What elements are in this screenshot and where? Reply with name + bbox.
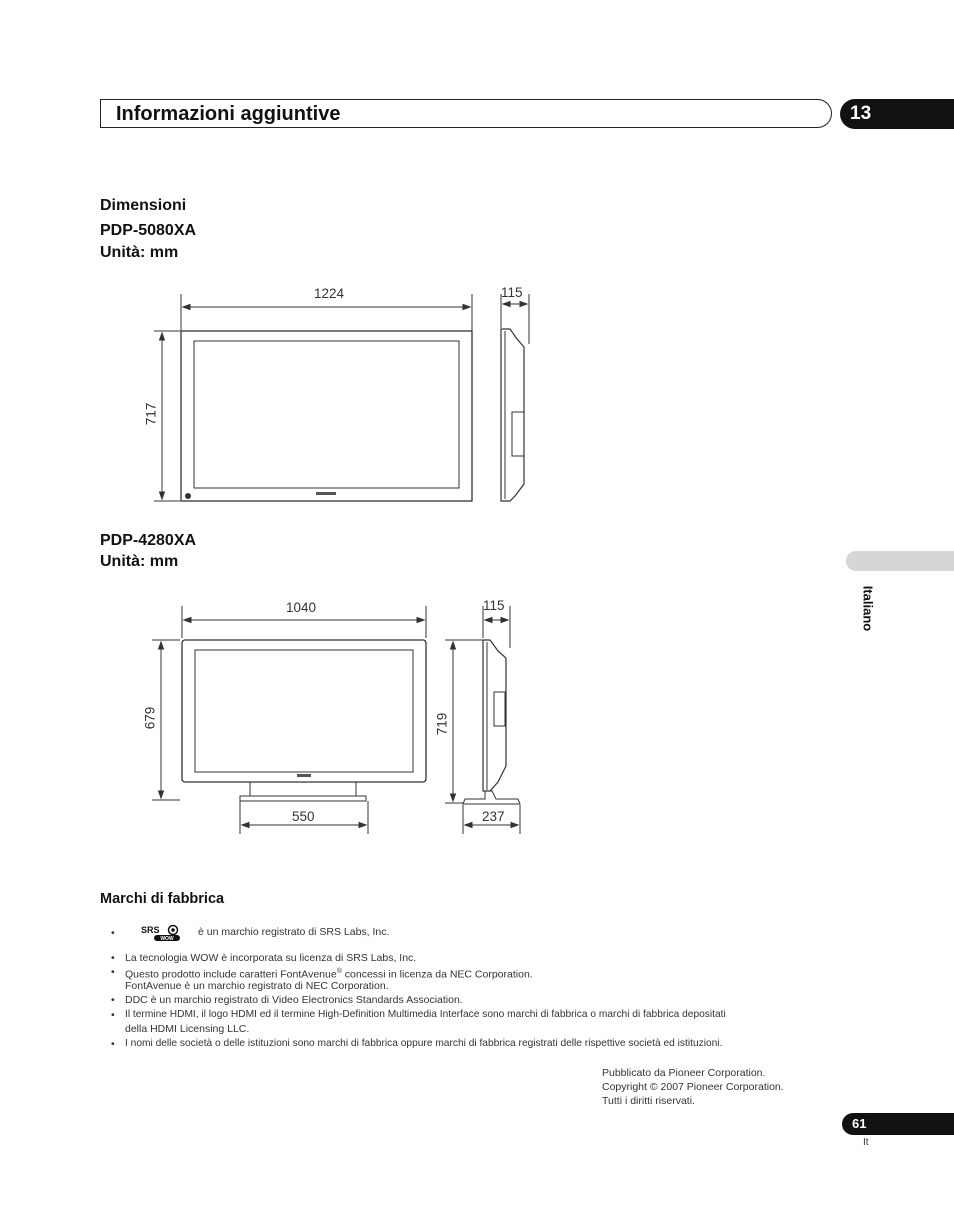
- height-with-stand-label: 719: [434, 712, 450, 736]
- stand-width-label: 550: [292, 809, 315, 824]
- publisher-line: Pubblicato da Pioneer Corporation.: [602, 1067, 766, 1079]
- width-label-1: 1224: [314, 286, 345, 301]
- tv-front-outline: [182, 640, 426, 782]
- fontavenue-text-cont: concessi in licenza da NEC Corporation.: [344, 968, 533, 981]
- bullet: •: [111, 1009, 115, 1021]
- page-number: 61: [852, 1116, 867, 1131]
- fontavenue-text: Questo prodotto include caratteri FontAvenue: [125, 968, 337, 981]
- bullet: •: [111, 927, 115, 939]
- width-label-2: 1040: [286, 600, 317, 615]
- srs-wow-logo: [140, 924, 182, 942]
- page-title: Informazioni aggiuntive: [116, 103, 341, 125]
- trademark-item: DDC è un marchio registrato di Video Electronics Standards Association.: [125, 994, 463, 1006]
- trademark-item-cont: FontAvenue è un marchio registrato di NEC Corporation.: [125, 980, 389, 992]
- dimension-diagram-pdp5080xa: [140, 284, 540, 514]
- tv-front-outline: [181, 331, 472, 501]
- language-label: Italiano: [860, 585, 876, 632]
- stand-side: [463, 791, 520, 804]
- dimension-diagram-pdp4280xa: [140, 596, 540, 841]
- brand-logo: [297, 774, 311, 777]
- bullet: •: [111, 952, 115, 964]
- page-language: It: [863, 1137, 869, 1148]
- side-panel: [512, 412, 524, 456]
- bullet: •: [111, 994, 115, 1006]
- copyright-line: Copyright © 2007 Pioneer Corporation.: [602, 1081, 784, 1093]
- model-name-1: PDP-5080XA: [100, 222, 197, 239]
- trademark-item: Il termine HDMI, il logo HDMI ed il termine High-Definition Multimedia Interface sono marchi di fabbrica o marchi di fabbrica depositati: [125, 1009, 726, 1020]
- chapter-number: 13: [850, 103, 872, 124]
- tv-screen: [195, 650, 413, 772]
- bullet: •: [111, 1038, 115, 1050]
- srs-logo-text: SRS: [141, 925, 160, 935]
- model-name-2: PDP-4280XA: [100, 532, 197, 549]
- height-label-1: 717: [143, 402, 159, 426]
- height-label-2: 679: [142, 706, 158, 730]
- trademark-item: La tecnologia WOW è incorporata su licenza di SRS Labs, Inc.: [125, 952, 417, 964]
- unit-label-1: Unità: mm: [100, 244, 179, 261]
- rights-line: Tutti i diritti riservati.: [602, 1095, 695, 1107]
- registered-mark: ®: [336, 968, 342, 975]
- srs-logo-icon: [140, 924, 182, 942]
- wow-logo-text: WOW: [160, 936, 174, 942]
- side-panel: [494, 692, 505, 726]
- stand-depth-label: 237: [482, 809, 505, 824]
- unit-label-2: Unità: mm: [100, 553, 179, 570]
- bullet: •: [111, 966, 115, 978]
- trademark-item: I nomi delle società o delle istituzioni sono marchi di fabbrica oppure marchi di fabbrica registrati delle rispettive società ed istituzioni.: [125, 1038, 723, 1049]
- trademark-item-cont: della HDMI Licensing LLC.: [125, 1023, 250, 1035]
- trademarks-title: Marchi di fabbrica: [100, 891, 225, 907]
- srs-trademark-note: è un marchio registrato di SRS Labs, Inc.: [198, 926, 390, 938]
- tv-screen: [194, 341, 459, 488]
- depth-label-2: 115: [483, 598, 505, 613]
- section-title: Dimensioni: [100, 197, 187, 214]
- stand-base: [240, 796, 366, 801]
- depth-label-1: 115: [501, 285, 523, 300]
- brand-logo: [316, 492, 336, 495]
- publisher-info: [602, 1066, 784, 1108]
